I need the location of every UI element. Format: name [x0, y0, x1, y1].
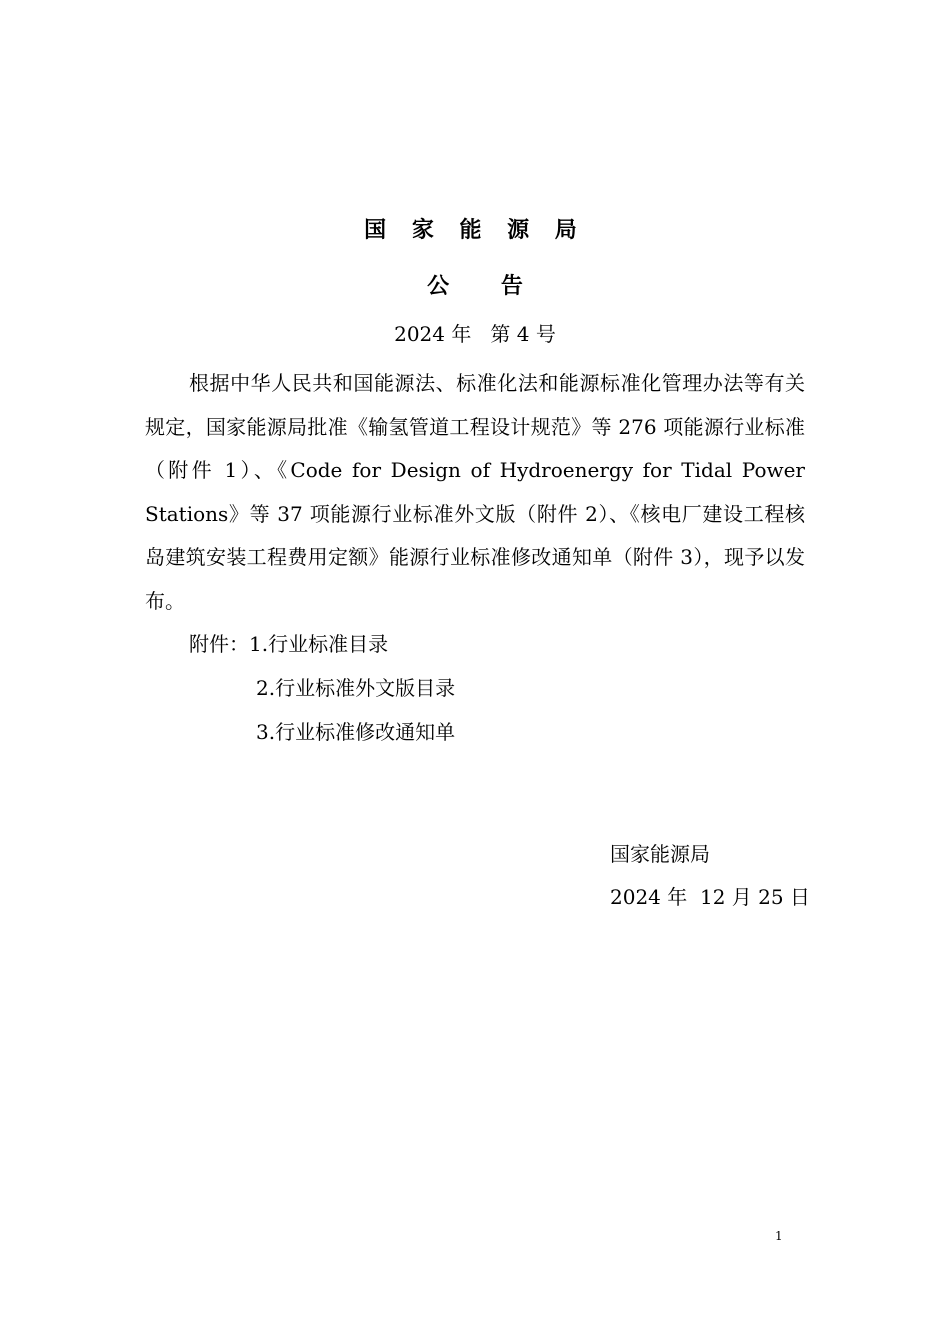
attachment-item-1: 附件：1.行业标准目录 — [189, 632, 389, 656]
signature-organization: 国家能源局 — [610, 842, 710, 866]
announcement-body: 根据中华人民共和国能源法、标准化法和能源标准化管理办法等有关规定，国家能源局批准《输氢管道工程设计规范》等 276 项能源行业标准（附件 1）、《Code for Design of Hydroenergy for Tidal Power Stations》等 37 项能源行业标准外文版（附件 2）、《核电厂建设工程核岛建筑安装工程费用定额》能源行业标准修改通知单（附件 3），现予以发布。 — [145, 371, 805, 613]
notice-title: 公 告 — [427, 274, 545, 299]
signature-date: 2024 年 12 月 25 日 — [610, 885, 810, 909]
issuing-organization-title: 国 家 能 源 局 — [364, 218, 586, 243]
attachment-item-2: 2.行业标准外文版目录 — [256, 676, 456, 700]
attachment-item-3: 3.行业标准修改通知单 — [256, 720, 456, 744]
page-number: 1 — [775, 1229, 783, 1243]
document-number: 2024 年 第 4 号 — [394, 322, 556, 346]
